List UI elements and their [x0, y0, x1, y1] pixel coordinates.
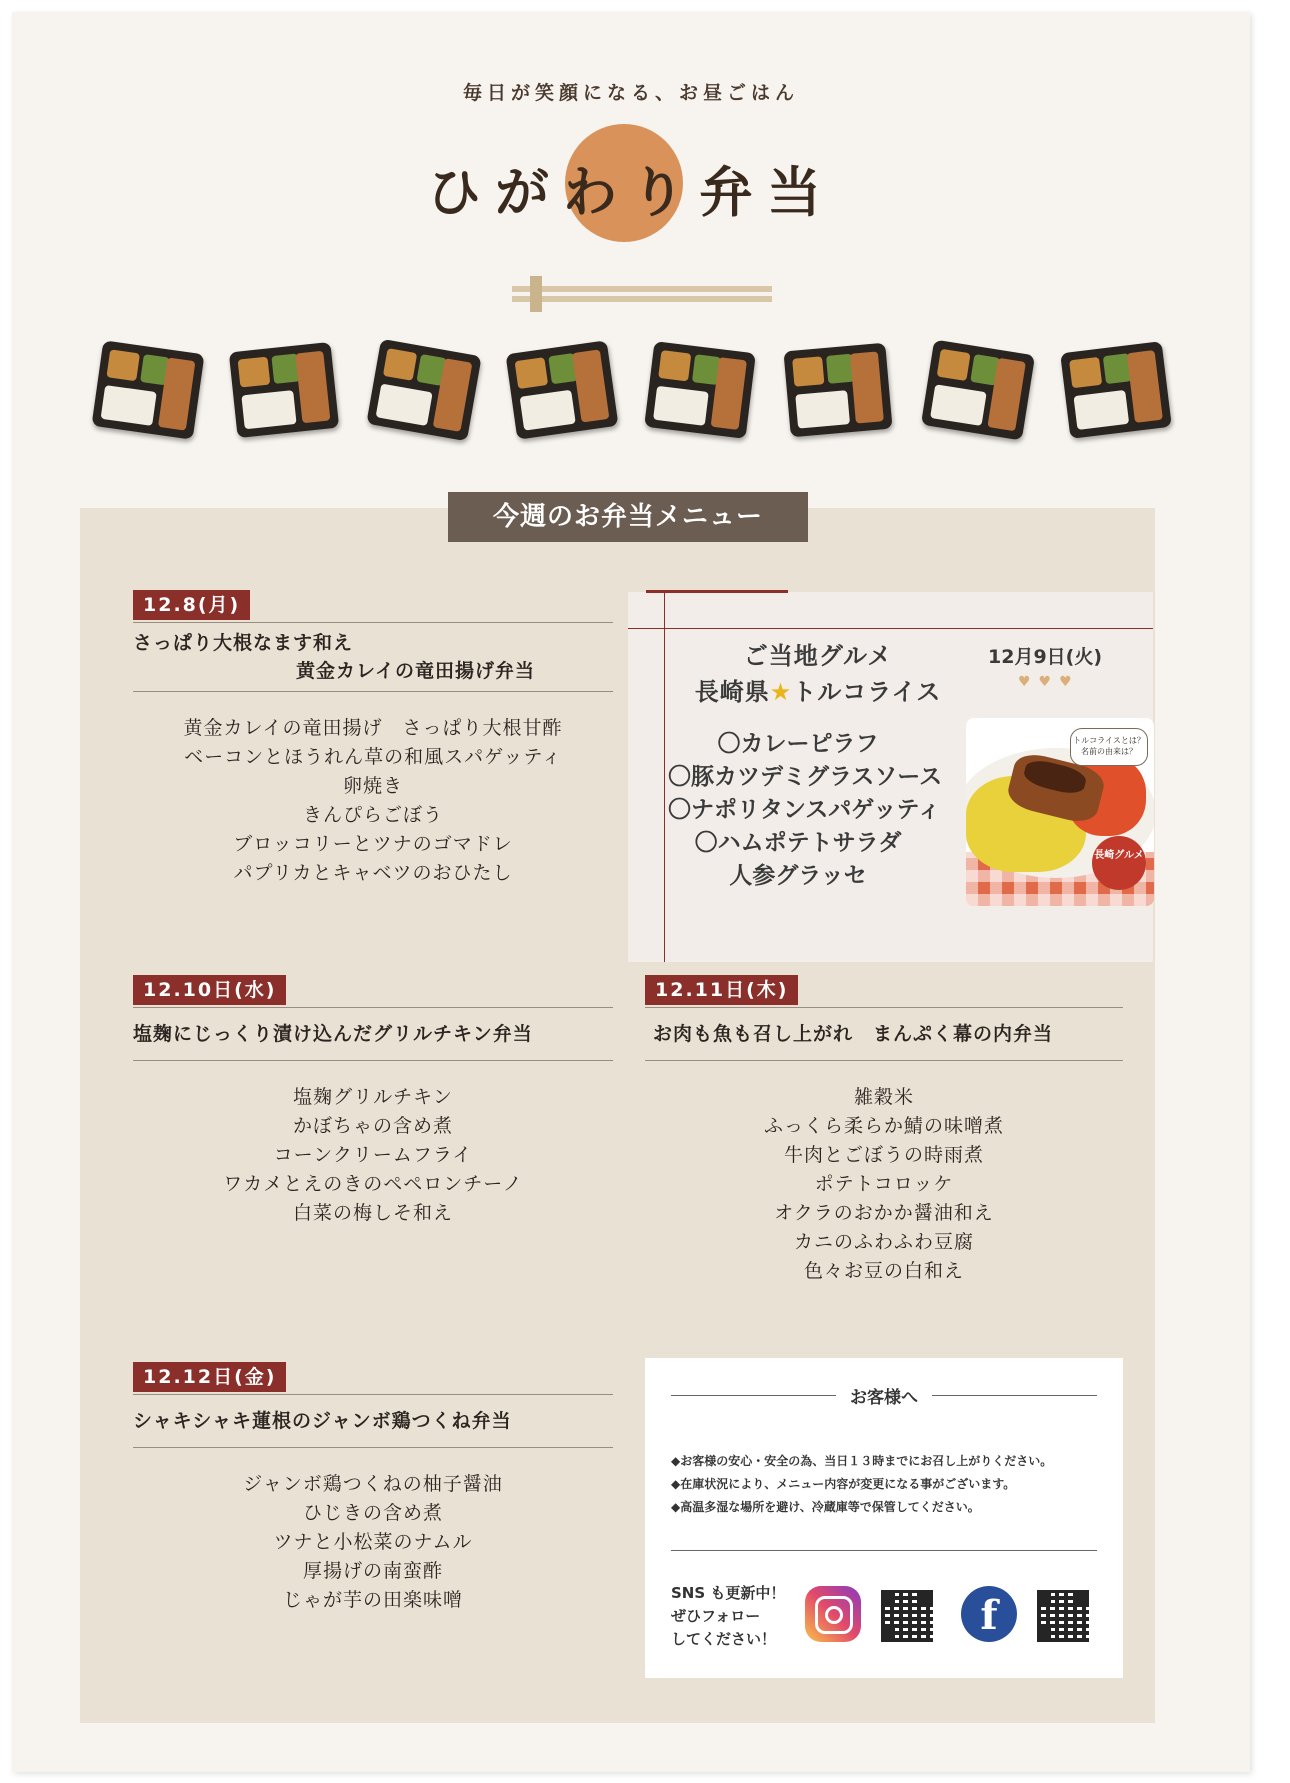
day-section-wed — [133, 975, 613, 1228]
menu-item: じゃが芋の田楽味噌 — [282, 1589, 463, 1611]
day-section-thu — [645, 975, 1123, 1286]
day-section-mon — [133, 590, 613, 888]
menu-item: 〇カレーピラフ — [717, 731, 879, 757]
day-title-line: 黄金カレイの竜田揚げ弁当 — [296, 660, 536, 682]
bento-photo — [1060, 341, 1172, 439]
chopsticks-icon — [512, 274, 772, 314]
logo-text: ひがわり弁当 — [427, 160, 835, 224]
bento-photo — [506, 340, 619, 439]
day-title: お肉も魚も召し上がれ まんぷく幕の内弁当 — [645, 1007, 1123, 1061]
menu-item: 人参グラッセ — [729, 863, 867, 889]
menu-item: 〇ハムポテトサラダ — [694, 830, 902, 856]
sns-message: SNS も更新中！ ぜひフォロー してください！ — [671, 1584, 786, 1648]
star-icon: ★ — [769, 678, 793, 706]
menu-items — [645, 1083, 1123, 1286]
menu-item: ひじきの含め煮 — [302, 1502, 443, 1524]
menu-item: 白菜の梅しそ和え — [292, 1202, 453, 1224]
notice-line: ◆お客様の安心・安全の為、当日１３時までにお召し上がりください。 — [671, 1454, 1053, 1468]
menu-item: コーンクリームフライ — [273, 1144, 473, 1166]
hearts-icon: ♥♥♥ — [1018, 674, 1080, 690]
bento-photo — [783, 343, 892, 438]
notice-heading: お客様へ — [671, 1384, 1097, 1406]
date-tag: 12.11日(木) — [645, 975, 798, 1005]
day-title: シャキシャキ蓮根のジャンボ鶏つくね弁当 — [133, 1394, 613, 1448]
logo — [12, 124, 1250, 254]
date-tag: 12.8(月) — [133, 590, 250, 620]
menu-title: 今週のお弁当メニュー — [448, 492, 808, 542]
menu-item: 塩麹グリルチキン — [293, 1086, 453, 1108]
menu-item: ワカメとえのきのペペロンチーノ — [223, 1173, 523, 1195]
menu-item: 〇豚カツデミグラスソース — [668, 764, 943, 790]
menu-item: 〇ナポリタンスパゲッティ — [668, 797, 941, 823]
menu-item: ベーコンとほうれん草の和風スパゲッティ — [184, 746, 562, 768]
bento-photo — [644, 341, 756, 439]
instagram-icon[interactable] — [805, 1586, 861, 1642]
notice-line: ◆在庫状況により、メニュー内容が変更になる事がございます。 — [671, 1477, 1016, 1491]
menu-item: 厚揚げの南蛮酢 — [302, 1560, 443, 1582]
menu-item: 雑穀米 — [853, 1086, 914, 1108]
menu-items — [133, 1470, 613, 1615]
tagline: 毎日が笑顔になる、お昼ごはん — [462, 82, 799, 104]
menu-item: きんぴらごぼう — [302, 804, 443, 826]
menu-items — [133, 1083, 613, 1228]
notice-line: ◆高温多湿な場所を避け、冷蔵庫等で保管してください。 — [671, 1500, 980, 1514]
bento-photo — [366, 339, 481, 441]
bento-photo — [921, 340, 1035, 441]
menu-item: ポテトコロッケ — [814, 1173, 954, 1195]
date-tag: 12.12日(金) — [133, 1362, 286, 1392]
bento-photo — [229, 342, 339, 438]
menu-item: 色々お豆の白和え — [803, 1260, 964, 1282]
special-heading: ご当地グルメ 長崎県★トルコライス — [694, 642, 942, 706]
menu-item: 黄金カレイの竜田揚げ さっぱり大根甘酢 — [183, 717, 563, 739]
menu-item: ブロッコリーとツナのゴマドレ — [233, 833, 513, 855]
menu-item: オクラのおかか醤油和え — [774, 1202, 994, 1224]
notice-list — [671, 1450, 1111, 1519]
customer-notice — [645, 1358, 1123, 1678]
menu-item: パプリカとキャベツのおひたし — [233, 862, 513, 884]
facebook-icon[interactable]: f — [961, 1586, 1017, 1642]
photo-badge: 長崎グルメ — [1092, 836, 1146, 890]
special-items — [668, 728, 943, 893]
menu-item: カニのふわふわ豆腐 — [793, 1231, 974, 1253]
menu-item: ジャンボ鶏つくねの柚子醤油 — [243, 1473, 503, 1495]
menu-item: ふっくら柔らか鯖の味噌煮 — [763, 1115, 1004, 1137]
date-tag: 12.10日(水) — [133, 975, 286, 1005]
menu-item: 卵焼き — [342, 775, 403, 797]
menu-item: 牛肉とごぼうの時雨煮 — [783, 1144, 984, 1166]
menu-item: かぼちゃの含め煮 — [292, 1115, 453, 1137]
instagram-qr-code — [881, 1590, 933, 1642]
menu-item: ツナと小松菜のナムル — [273, 1531, 473, 1553]
day-title: 塩麹にじっくり漬け込んだグリルチキン弁当 — [133, 1007, 613, 1061]
day-section-fri — [133, 1362, 613, 1615]
special-date: 12月9日(火) — [988, 646, 1103, 668]
facebook-qr-code — [1037, 1590, 1089, 1642]
day-title-line: さっぱり大根なます和え — [133, 632, 354, 654]
bento-photo — [92, 340, 205, 439]
special-section-tue — [628, 592, 1153, 962]
menu-items — [133, 714, 613, 888]
day-title — [133, 622, 613, 692]
photo-speech-bubble: トルコライスとは？名前の由来は？ — [1070, 728, 1148, 766]
turkish-rice-photo — [966, 718, 1154, 906]
bento-photo-row — [97, 347, 1187, 447]
